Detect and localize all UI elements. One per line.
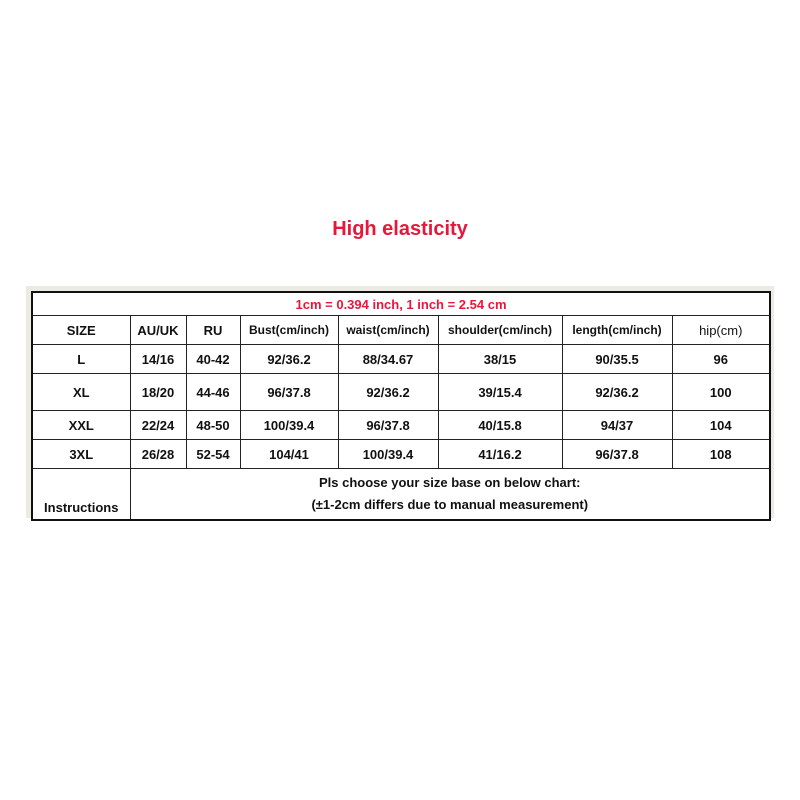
cell-shoulder: 39/15.4	[438, 374, 562, 411]
instructions-line-1: Pls choose your size base on below chart:	[318, 475, 581, 490]
header-row	[32, 316, 770, 345]
page-title: High elasticity	[332, 218, 468, 240]
cell-length: 96/37.8	[562, 440, 672, 469]
header-cell-length: length(cm/inch)	[562, 316, 672, 345]
instructions-text	[130, 469, 770, 521]
cell-shoulder: 41/16.2	[438, 440, 562, 469]
cell-ru: 40-42	[186, 345, 240, 374]
cell-hip: 96	[672, 345, 770, 374]
cell-length: 90/35.5	[562, 345, 672, 374]
cell-waist: 88/34.67	[338, 345, 438, 374]
cell-hip: 108	[672, 440, 770, 469]
cell-bust: 92/36.2	[240, 345, 338, 374]
cell-size: L	[32, 345, 130, 374]
cell-ru: 48-50	[186, 411, 240, 440]
header-cell-ru: RU	[186, 316, 240, 345]
cell-ru: 52-54	[186, 440, 240, 469]
cell-au-uk: 22/24	[130, 411, 186, 440]
cell-waist: 96/37.8	[338, 411, 438, 440]
cell-au-uk: 26/28	[130, 440, 186, 469]
header-cell-shoulder: shoulder(cm/inch)	[438, 316, 562, 345]
header-cell-hip: hip(cm)	[672, 316, 770, 345]
cell-bust: 104/41	[240, 440, 338, 469]
instructions-label: Instructions	[32, 469, 130, 521]
conversion-note: 1cm = 0.394 inch, 1 inch = 2.54 cm	[32, 292, 770, 316]
instructions-row	[32, 469, 770, 521]
cell-shoulder: 38/15	[438, 345, 562, 374]
instructions-line-2: (±1-2cm differs due to manual measurement)	[311, 497, 589, 512]
header-cell-waist: waist(cm/inch)	[338, 316, 438, 345]
cell-bust: 96/37.8	[240, 374, 338, 411]
cell-shoulder: 40/15.8	[438, 411, 562, 440]
cell-au-uk: 14/16	[130, 345, 186, 374]
cell-hip: 100	[672, 374, 770, 411]
cell-hip: 104	[672, 411, 770, 440]
cell-size: XXL	[32, 411, 130, 440]
header-cell-bust: Bust(cm/inch)	[240, 316, 338, 345]
header-cell-au-uk: AU/UK	[130, 316, 186, 345]
cell-waist: 100/39.4	[338, 440, 438, 469]
table-row	[32, 345, 770, 374]
cell-ru: 44-46	[186, 374, 240, 411]
cell-size: 3XL	[32, 440, 130, 469]
table-row	[32, 440, 770, 469]
cell-bust: 100/39.4	[240, 411, 338, 440]
header-cell-size: SIZE	[32, 316, 130, 345]
cell-size: XL	[32, 374, 130, 411]
cell-length: 92/36.2	[562, 374, 672, 411]
table-row	[32, 411, 770, 440]
cell-waist: 92/36.2	[338, 374, 438, 411]
cell-au-uk: 18/20	[130, 374, 186, 411]
cell-length: 94/37	[562, 411, 672, 440]
size-chart-table	[31, 291, 771, 521]
size-chart-frame	[26, 286, 774, 518]
table-row	[32, 374, 770, 411]
